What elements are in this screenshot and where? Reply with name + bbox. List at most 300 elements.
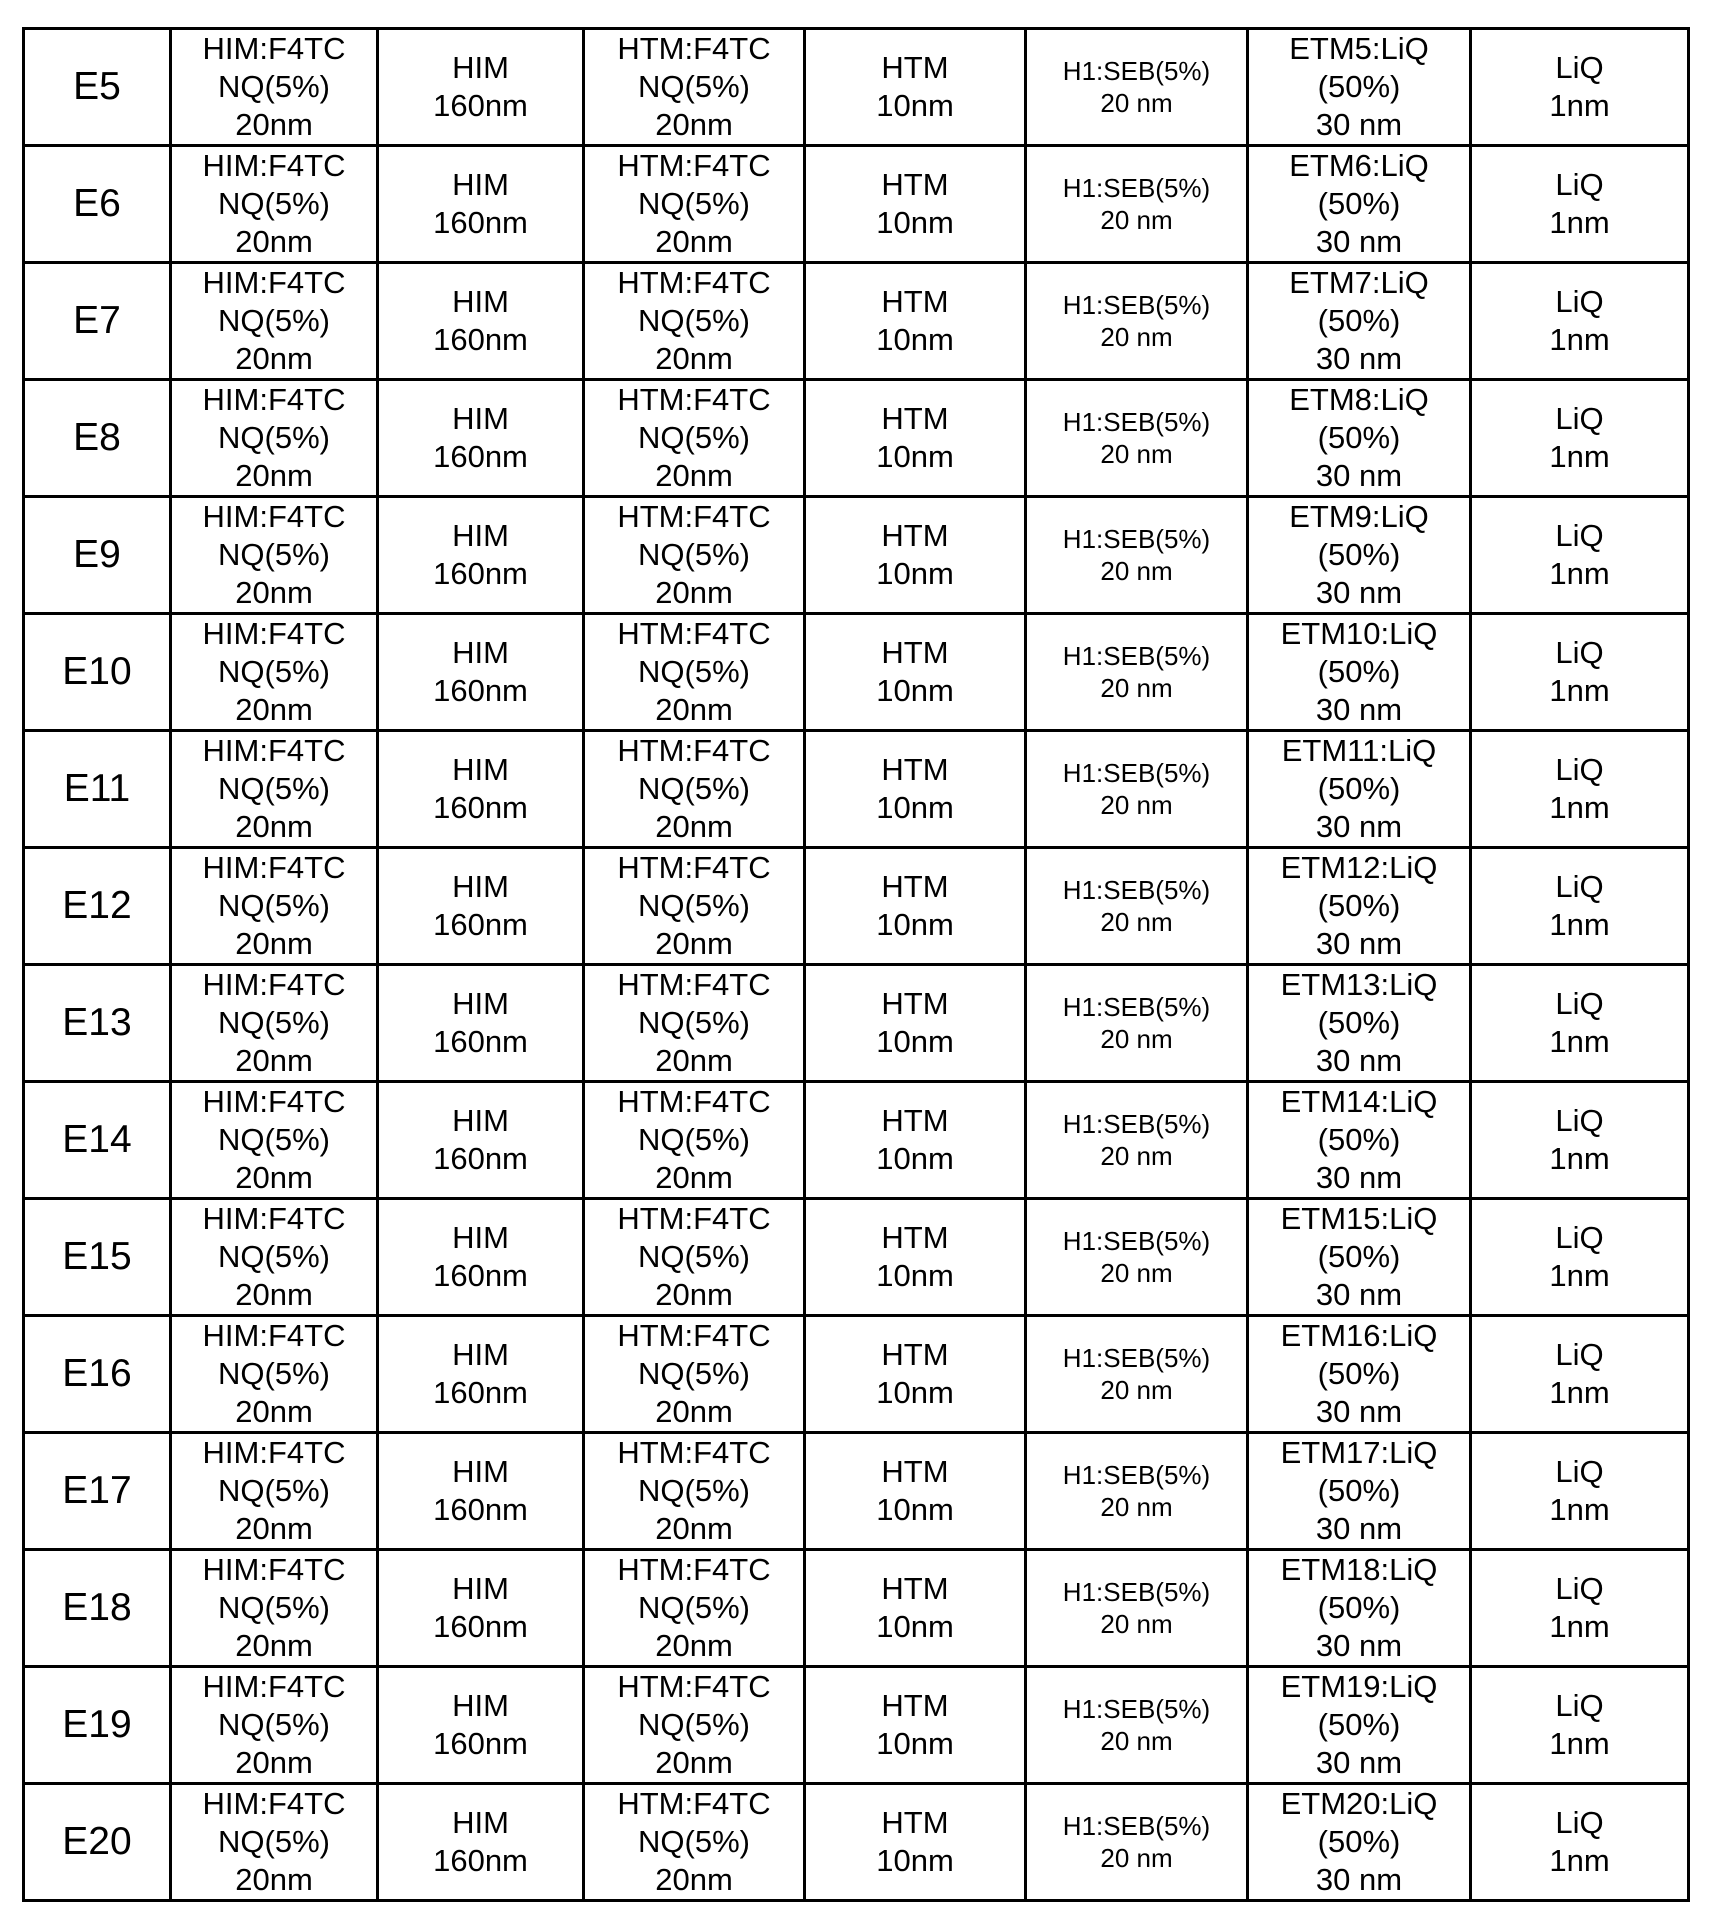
cell-line: 20 nm — [1100, 556, 1173, 586]
cell-line: 160nm — [433, 556, 528, 591]
cell-line: HTM:F4TC — [617, 1084, 771, 1119]
ebl-cell — [805, 1433, 1026, 1550]
cell-line: 160nm — [433, 1492, 528, 1527]
cell-line: 30 nm — [1315, 1277, 1403, 1312]
cell-line: HTM — [881, 1571, 949, 1606]
hil-cell — [171, 146, 378, 263]
device-id-cell — [24, 1667, 171, 1784]
device-id: E6 — [73, 182, 121, 225]
table-row — [24, 1199, 1689, 1316]
cell-line: 20nm — [655, 575, 733, 610]
cell-line: 20 nm — [1100, 1726, 1173, 1756]
cell-line: HTM:F4TC — [617, 967, 771, 1002]
device-id: E8 — [73, 416, 121, 459]
hil-cell — [171, 1784, 378, 1901]
cell-line: 160nm — [433, 1375, 528, 1410]
device-id: E5 — [73, 65, 121, 108]
etl-cell — [1248, 1199, 1471, 1316]
table-body — [24, 29, 1689, 1901]
ebl-cell — [805, 1550, 1026, 1667]
htl2-cell — [584, 1784, 805, 1901]
ebl-cell — [805, 263, 1026, 380]
cell-line: H1:SEB(5%) — [1062, 992, 1211, 1022]
cell-line: 20nm — [235, 575, 313, 610]
etl-cell — [1248, 1082, 1471, 1199]
cell-line: ETM12:LiQ — [1280, 850, 1438, 885]
cell-line: HIM — [452, 518, 509, 553]
cell-line: 20nm — [235, 341, 313, 376]
cell-line: 20nm — [655, 1160, 733, 1195]
cell-line: ETM19:LiQ — [1280, 1669, 1438, 1704]
cell-line: NQ(5%) — [638, 303, 750, 338]
device-id: E14 — [62, 1118, 132, 1161]
cell-line: 20nm — [655, 1277, 733, 1312]
cell-line: HIM:F4TC — [202, 1786, 346, 1821]
cell-line: HIM:F4TC — [202, 850, 346, 885]
htl2-cell — [584, 965, 805, 1082]
cell-line: 160nm — [433, 790, 528, 825]
cell-line: 10nm — [876, 1375, 954, 1410]
htl2-cell — [584, 1667, 805, 1784]
ebl-cell — [805, 965, 1026, 1082]
hil-cell — [171, 1199, 378, 1316]
cell-line: (50%) — [1317, 1122, 1401, 1157]
htl1-cell — [378, 614, 584, 731]
device-id-cell — [24, 1550, 171, 1667]
cell-line: NQ(5%) — [638, 186, 750, 221]
hil-cell — [171, 1433, 378, 1550]
cell-line: H1:SEB(5%) — [1062, 1694, 1211, 1724]
htl2-cell — [584, 731, 805, 848]
htl1-cell — [378, 965, 584, 1082]
eml-cell — [1026, 380, 1248, 497]
device-id: E9 — [73, 533, 121, 576]
cell-line: 20nm — [235, 1628, 313, 1663]
cell-line: 1nm — [1549, 1024, 1610, 1059]
cell-line: (50%) — [1317, 888, 1401, 923]
table-row — [24, 965, 1689, 1082]
table-row — [24, 1550, 1689, 1667]
htl2-cell — [584, 29, 805, 146]
htl2-cell — [584, 1433, 805, 1550]
eml-cell — [1026, 146, 1248, 263]
cell-line: 20nm — [655, 1043, 733, 1078]
cell-line: 160nm — [433, 673, 528, 708]
cell-line: (50%) — [1317, 1473, 1401, 1508]
cell-line: H1:SEB(5%) — [1062, 1460, 1211, 1490]
cell-line: 10nm — [876, 790, 954, 825]
htl1-cell — [378, 29, 584, 146]
cell-line: (50%) — [1317, 1356, 1401, 1391]
device-id: E11 — [63, 767, 131, 810]
ebl-cell — [805, 380, 1026, 497]
cell-line: HTM — [881, 401, 949, 436]
etl-cell — [1248, 965, 1471, 1082]
table-row — [24, 1433, 1689, 1550]
cell-line: LiQ — [1555, 869, 1604, 904]
cell-line: HTM — [881, 50, 949, 85]
cell-line: 20 nm — [1100, 322, 1173, 352]
hil-cell — [171, 965, 378, 1082]
ebl-cell — [805, 1082, 1026, 1199]
cell-line: 20nm — [655, 458, 733, 493]
etl-cell — [1248, 1316, 1471, 1433]
cell-line: LiQ — [1555, 1337, 1604, 1372]
cell-line: HIM — [452, 752, 509, 787]
eml-cell — [1026, 1082, 1248, 1199]
htl2-cell — [584, 146, 805, 263]
cell-line: ETM13:LiQ — [1280, 967, 1438, 1002]
device-id-cell — [24, 380, 171, 497]
eil-cell — [1471, 614, 1689, 731]
cell-line: LiQ — [1555, 50, 1604, 85]
cell-line: HTM:F4TC — [617, 499, 771, 534]
cell-line: 30 nm — [1315, 926, 1403, 961]
device-id-cell — [24, 965, 171, 1082]
cell-line: ETM6:LiQ — [1289, 148, 1429, 183]
eil-cell — [1471, 1550, 1689, 1667]
cell-line: LiQ — [1555, 1103, 1604, 1138]
cell-line: HTM:F4TC — [617, 1786, 771, 1821]
cell-line: HIM — [452, 50, 509, 85]
htl2-cell — [584, 1199, 805, 1316]
cell-line: HTM — [881, 635, 949, 670]
cell-line: H1:SEB(5%) — [1062, 173, 1211, 203]
cell-line: NQ(5%) — [218, 537, 330, 572]
etl-cell — [1248, 146, 1471, 263]
cell-line: NQ(5%) — [218, 1239, 330, 1274]
cell-line: HTM:F4TC — [617, 382, 771, 417]
cell-line: LiQ — [1555, 401, 1604, 436]
cell-line: ETM5:LiQ — [1289, 31, 1429, 66]
eml-cell — [1026, 1199, 1248, 1316]
cell-line: 20 nm — [1100, 1843, 1173, 1873]
cell-line: NQ(5%) — [218, 1707, 330, 1742]
cell-line: 1nm — [1549, 322, 1610, 357]
cell-line: 20 nm — [1100, 1492, 1173, 1522]
cell-line: 10nm — [876, 907, 954, 942]
cell-line: HTM — [881, 284, 949, 319]
cell-line: HIM:F4TC — [202, 1318, 346, 1353]
cell-line: NQ(5%) — [218, 654, 330, 689]
cell-line: 1nm — [1549, 88, 1610, 123]
eml-cell — [1026, 1667, 1248, 1784]
htl2-cell — [584, 1550, 805, 1667]
cell-line: 30 nm — [1315, 1160, 1403, 1195]
ebl-cell — [805, 731, 1026, 848]
cell-line: 20nm — [235, 809, 313, 844]
eil-cell — [1471, 1082, 1689, 1199]
device-id-cell — [24, 1316, 171, 1433]
cell-line: 160nm — [433, 322, 528, 357]
eil-cell — [1471, 1316, 1689, 1433]
cell-line: 20nm — [235, 1394, 313, 1429]
htl1-cell — [378, 848, 584, 965]
cell-line: HTM:F4TC — [617, 616, 771, 651]
cell-line: 10nm — [876, 1492, 954, 1527]
cell-line: 20 nm — [1100, 673, 1173, 703]
etl-cell — [1248, 380, 1471, 497]
cell-line: (50%) — [1317, 1590, 1401, 1625]
cell-line: H1:SEB(5%) — [1062, 641, 1211, 671]
cell-line: ETM18:LiQ — [1280, 1552, 1438, 1587]
cell-line: 160nm — [433, 1024, 528, 1059]
cell-line: HIM — [452, 167, 509, 202]
cell-line: 30 nm — [1315, 1745, 1403, 1780]
eml-cell — [1026, 614, 1248, 731]
hil-cell — [171, 848, 378, 965]
etl-cell — [1248, 1550, 1471, 1667]
cell-line: ETM11:LiQ — [1281, 733, 1437, 768]
cell-line: HIM:F4TC — [202, 265, 346, 300]
cell-line: (50%) — [1317, 1824, 1401, 1859]
hil-cell — [171, 1316, 378, 1433]
cell-line: 20nm — [655, 1862, 733, 1897]
hil-cell — [171, 380, 378, 497]
htl1-cell — [378, 497, 584, 614]
cell-line: (50%) — [1317, 303, 1401, 338]
device-id-cell — [24, 1199, 171, 1316]
table-row — [24, 1667, 1689, 1784]
cell-line: HIM:F4TC — [202, 1435, 346, 1470]
cell-line: 160nm — [433, 1258, 528, 1293]
htl1-cell — [378, 731, 584, 848]
cell-line: 20 nm — [1100, 1258, 1173, 1288]
table-row — [24, 263, 1689, 380]
cell-line: HIM — [452, 635, 509, 670]
htl2-cell — [584, 848, 805, 965]
cell-line: 1nm — [1549, 1375, 1610, 1410]
device-id-cell — [24, 1784, 171, 1901]
eml-cell — [1026, 1550, 1248, 1667]
cell-line: (50%) — [1317, 771, 1401, 806]
cell-line: ETM16:LiQ — [1280, 1318, 1438, 1353]
etl-cell — [1248, 731, 1471, 848]
cell-line: 20nm — [235, 458, 313, 493]
cell-line: H1:SEB(5%) — [1062, 1811, 1211, 1841]
device-id-cell — [24, 614, 171, 731]
cell-line: H1:SEB(5%) — [1062, 875, 1211, 905]
table-row — [24, 380, 1689, 497]
cell-line: HIM:F4TC — [202, 1552, 346, 1587]
eil-cell — [1471, 848, 1689, 965]
cell-line: LiQ — [1555, 518, 1604, 553]
cell-line: 1nm — [1549, 439, 1610, 474]
cell-line: 160nm — [433, 907, 528, 942]
cell-line: (50%) — [1317, 1239, 1401, 1274]
eil-cell — [1471, 263, 1689, 380]
cell-line: HTM — [881, 1103, 949, 1138]
cell-line: NQ(5%) — [638, 1707, 750, 1742]
cell-line: HTM:F4TC — [617, 1552, 771, 1587]
cell-line: HIM:F4TC — [202, 31, 346, 66]
hil-cell — [171, 1082, 378, 1199]
hil-cell — [171, 1550, 378, 1667]
device-id-cell — [24, 1433, 171, 1550]
cell-line: HIM:F4TC — [202, 967, 346, 1002]
device-id-cell — [24, 1082, 171, 1199]
cell-line: 160nm — [433, 439, 528, 474]
cell-line: 20 nm — [1100, 1141, 1173, 1171]
cell-line: HIM — [452, 1571, 509, 1606]
cell-line: 160nm — [433, 1609, 528, 1644]
cell-line: 30 nm — [1315, 1628, 1403, 1663]
cell-line: 20nm — [235, 224, 313, 259]
cell-line: NQ(5%) — [638, 69, 750, 104]
cell-line: HIM — [452, 284, 509, 319]
cell-line: NQ(5%) — [218, 420, 330, 455]
cell-line: NQ(5%) — [218, 1590, 330, 1625]
htl2-cell — [584, 1316, 805, 1433]
cell-line: LiQ — [1555, 1805, 1604, 1840]
cell-line: HIM:F4TC — [202, 499, 346, 534]
cell-line: 160nm — [433, 205, 528, 240]
etl-cell — [1248, 263, 1471, 380]
cell-line: LiQ — [1555, 167, 1604, 202]
cell-line: (50%) — [1317, 69, 1401, 104]
cell-line: NQ(5%) — [638, 888, 750, 923]
cell-line: NQ(5%) — [218, 1824, 330, 1859]
cell-line: 20nm — [235, 1745, 313, 1780]
device-structure-table — [22, 27, 1690, 1902]
cell-line: HTM:F4TC — [617, 733, 771, 768]
etl-cell — [1248, 1667, 1471, 1784]
eml-cell — [1026, 29, 1248, 146]
cell-line: NQ(5%) — [638, 771, 750, 806]
ebl-cell — [805, 1316, 1026, 1433]
cell-line: ETM15:LiQ — [1280, 1201, 1438, 1236]
hil-cell — [171, 29, 378, 146]
cell-line: 20 nm — [1100, 907, 1173, 937]
cell-line: NQ(5%) — [638, 537, 750, 572]
cell-line: 20 nm — [1100, 1375, 1173, 1405]
cell-line: 20nm — [655, 1394, 733, 1429]
device-id-cell — [24, 731, 171, 848]
cell-line: HTM:F4TC — [617, 1435, 771, 1470]
ebl-cell — [805, 614, 1026, 731]
cell-line: ETM10:LiQ — [1280, 616, 1438, 651]
cell-line: HTM — [881, 1454, 949, 1489]
cell-line: ETM14:LiQ — [1280, 1084, 1438, 1119]
cell-line: 1nm — [1549, 556, 1610, 591]
cell-line: 30 nm — [1315, 107, 1403, 142]
eil-cell — [1471, 380, 1689, 497]
cell-line: 1nm — [1549, 1843, 1610, 1878]
table-row — [24, 614, 1689, 731]
eml-cell — [1026, 1784, 1248, 1901]
cell-line: 160nm — [433, 1726, 528, 1761]
ebl-cell — [805, 1784, 1026, 1901]
cell-line: 1nm — [1549, 673, 1610, 708]
cell-line: 10nm — [876, 322, 954, 357]
etl-cell — [1248, 848, 1471, 965]
cell-line: 20nm — [655, 107, 733, 142]
cell-line: 20nm — [655, 1745, 733, 1780]
cell-line: (50%) — [1317, 654, 1401, 689]
cell-line: 10nm — [876, 1843, 954, 1878]
cell-line: HIM — [452, 1103, 509, 1138]
device-id-cell — [24, 263, 171, 380]
hil-cell — [171, 614, 378, 731]
cell-line: 20nm — [655, 341, 733, 376]
device-id: E7 — [73, 299, 121, 342]
eml-cell — [1026, 497, 1248, 614]
cell-line: 20nm — [235, 1277, 313, 1312]
cell-line: HIM — [452, 1220, 509, 1255]
device-id: E12 — [62, 884, 132, 927]
cell-line: LiQ — [1555, 752, 1604, 787]
cell-line: HTM:F4TC — [617, 31, 771, 66]
cell-line: LiQ — [1555, 284, 1604, 319]
cell-line: HIM — [452, 1805, 509, 1840]
htl2-cell — [584, 1082, 805, 1199]
cell-line: HTM:F4TC — [617, 1318, 771, 1353]
cell-line: NQ(5%) — [218, 69, 330, 104]
cell-line: NQ(5%) — [638, 1005, 750, 1040]
cell-line: NQ(5%) — [218, 1005, 330, 1040]
cell-line: H1:SEB(5%) — [1062, 1109, 1211, 1139]
cell-line: H1:SEB(5%) — [1062, 1343, 1211, 1373]
cell-line: 20nm — [655, 692, 733, 727]
cell-line: HIM — [452, 1337, 509, 1372]
cell-line: 160nm — [433, 1141, 528, 1176]
cell-line: HTM — [881, 752, 949, 787]
eil-cell — [1471, 29, 1689, 146]
etl-cell — [1248, 1784, 1471, 1901]
cell-line: 10nm — [876, 1609, 954, 1644]
cell-line: ETM20:LiQ — [1280, 1786, 1438, 1821]
cell-line: NQ(5%) — [218, 1356, 330, 1391]
ebl-cell — [805, 497, 1026, 614]
cell-line: 20nm — [235, 1862, 313, 1897]
cell-line: 1nm — [1549, 1726, 1610, 1761]
cell-line: 20 nm — [1100, 1609, 1173, 1639]
cell-line: 1nm — [1549, 1258, 1610, 1293]
cell-line: LiQ — [1555, 1688, 1604, 1723]
htl2-cell — [584, 614, 805, 731]
cell-line: NQ(5%) — [638, 420, 750, 455]
cell-line: HTM:F4TC — [617, 148, 771, 183]
etl-cell — [1248, 497, 1471, 614]
eml-cell — [1026, 731, 1248, 848]
hil-cell — [171, 731, 378, 848]
eil-cell — [1471, 1433, 1689, 1550]
cell-line: 30 nm — [1315, 341, 1403, 376]
ebl-cell — [805, 1667, 1026, 1784]
cell-line: HTM — [881, 518, 949, 553]
cell-line: HIM:F4TC — [202, 1669, 346, 1704]
cell-line: 160nm — [433, 88, 528, 123]
cell-line: HIM — [452, 1688, 509, 1723]
htl1-cell — [378, 1433, 584, 1550]
cell-line: 10nm — [876, 1258, 954, 1293]
cell-line: 10nm — [876, 88, 954, 123]
cell-line: 20 nm — [1100, 205, 1173, 235]
cell-line: 20nm — [235, 926, 313, 961]
table-row — [24, 731, 1689, 848]
hil-cell — [171, 1667, 378, 1784]
cell-line: 30 nm — [1315, 1511, 1403, 1546]
cell-line: 10nm — [876, 1726, 954, 1761]
cell-line: 1nm — [1549, 1609, 1610, 1644]
htl1-cell — [378, 263, 584, 380]
table-row — [24, 146, 1689, 263]
cell-line: NQ(5%) — [218, 888, 330, 923]
device-id-cell — [24, 497, 171, 614]
cell-line: NQ(5%) — [638, 654, 750, 689]
cell-line: H1:SEB(5%) — [1062, 1226, 1211, 1256]
cell-line: 30 nm — [1315, 809, 1403, 844]
